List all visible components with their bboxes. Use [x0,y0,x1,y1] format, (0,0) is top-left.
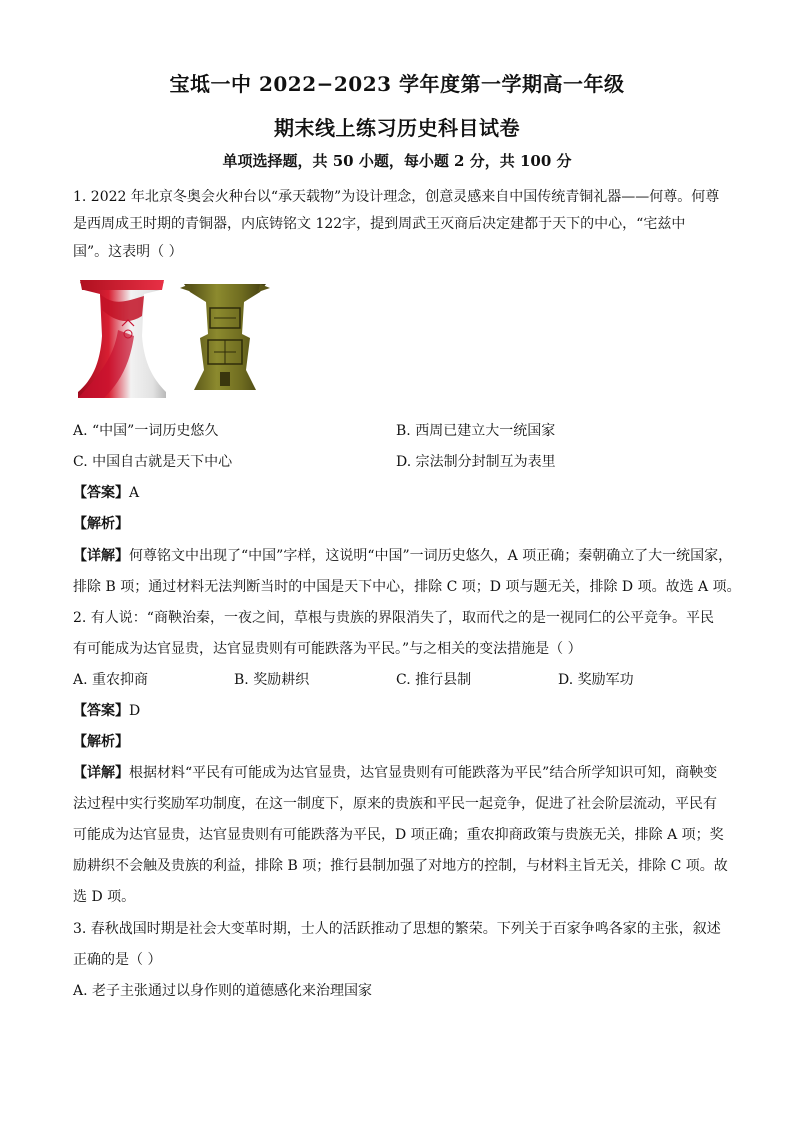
analysis-label: 【解析】 [73,734,129,750]
q2-stem-line: 有可能成为达官显贵，达官显贵则有可能跌落为平民。”与之相关的变法措施是（ ） [73,641,582,657]
answer-label: 【答案】 [73,703,129,719]
q3-stem-line: 正确的是（ ） [73,952,162,968]
q2-option-a: A. 重农抑商 [73,672,149,688]
q1-stem-line: 国”。这表明（ ） [73,244,183,260]
q2-option-c: C. 推行县制 [396,672,472,688]
q1-option-d: D. 宗法制分封制互为表里 [396,454,556,470]
q2-analysis-label [73,732,733,752]
q1-analysis-label [73,514,733,534]
q2-detail-line: 法过程中实行奖励军功制度，在这一制度下，原来的贵族和平民一起竞争，促进了社会阶层流动，平民有 [73,796,717,812]
q2-option-d: D. 奖励军功 [558,672,634,688]
q3-option-a: A. 老子主张通过以身作则的道德感化来治理国家 [73,983,373,999]
q2-option-b: B. 奖励耕织 [234,672,310,688]
q1-detail-line [73,546,733,566]
q1-option-b: B. 西周已建立大一统国家 [396,423,556,439]
detail-label: 【详解】 [73,548,129,564]
answer-label: 【答案】 [73,485,129,501]
answer-value: A [129,485,140,501]
q1-detail-line: 排除 B 项；通过材料无法判断当时的中国是天下中心，排除 C 项；D 项与题无关，排除 D 项。故选 A 项。 [73,579,741,595]
answer-value: D [129,703,141,719]
detail-label: 【详解】 [73,765,129,781]
q2-answer-line [73,701,733,721]
detail-text: 何尊铭文中出现了“中国”字样，这说明“中国”一词历史悠久，A 项正确；秦朝确立了大一统国家， [129,548,733,564]
q2-detail-line: 可能成为达官显贵，达官显贵则有可能跌落为平民，D 项正确；重农抑商政策与贵族无关，排除 A 项；奖 [73,827,724,843]
q1-answer-line [73,483,733,503]
q2-detail-line: 选 D 项。 [73,889,136,905]
detail-text: 根据材料“平民有可能成为达官显贵，达官显贵则有可能跌落为平民”结合所学知识可知，商鞅变 [129,765,718,781]
q1-stem-line: 1. 2022 年北京冬奥会火种台以“承天载物”为设计理念，创意灵感来自中国传统青铜礼器——何尊。何尊 [73,189,720,205]
q3-stem-line: 3. 春秋战国时期是社会大变革时期，士人的活跃推动了思想的繁荣。下列关于百家争鸣各家的主张，叙述 [73,921,721,937]
q1-option-a: A. “中国”一词历史悠久 [73,423,219,439]
torch-stand-image [74,276,170,400]
exam-title-line2: 期末线上练习历史科目试卷 [274,116,520,140]
he-zun-bronze-image [180,278,270,396]
analysis-label: 【解析】 [73,516,129,532]
section-subtitle: 单项选择题，共 50 小题，每小题 2 分，共 100 分 [222,152,572,170]
q2-detail-line [73,763,733,783]
q2-detail-line: 励耕织不会触及贵族的利益，排除 B 项；推行县制加强了对地方的控制，与材料主旨无关，排除 C 项。故 [73,858,728,874]
q1-option-c: C. 中国自古就是天下中心 [73,454,233,470]
q2-stem-line: 2. 有人说：“商鞅治秦，一夜之间，草根与贵族的界限消失了，取而代之的是一视同仁的公平竞争。平民 [73,610,714,626]
exam-title-line1: 宝坻一中 2022−2023 学年度第一学期高一年级 [169,72,625,96]
q1-stem-line: 是西周成王时期的青铜器，内底铸铭文 122字，提到周武王灭商后决定建都于天下的中心，“宅兹中 [73,216,686,232]
